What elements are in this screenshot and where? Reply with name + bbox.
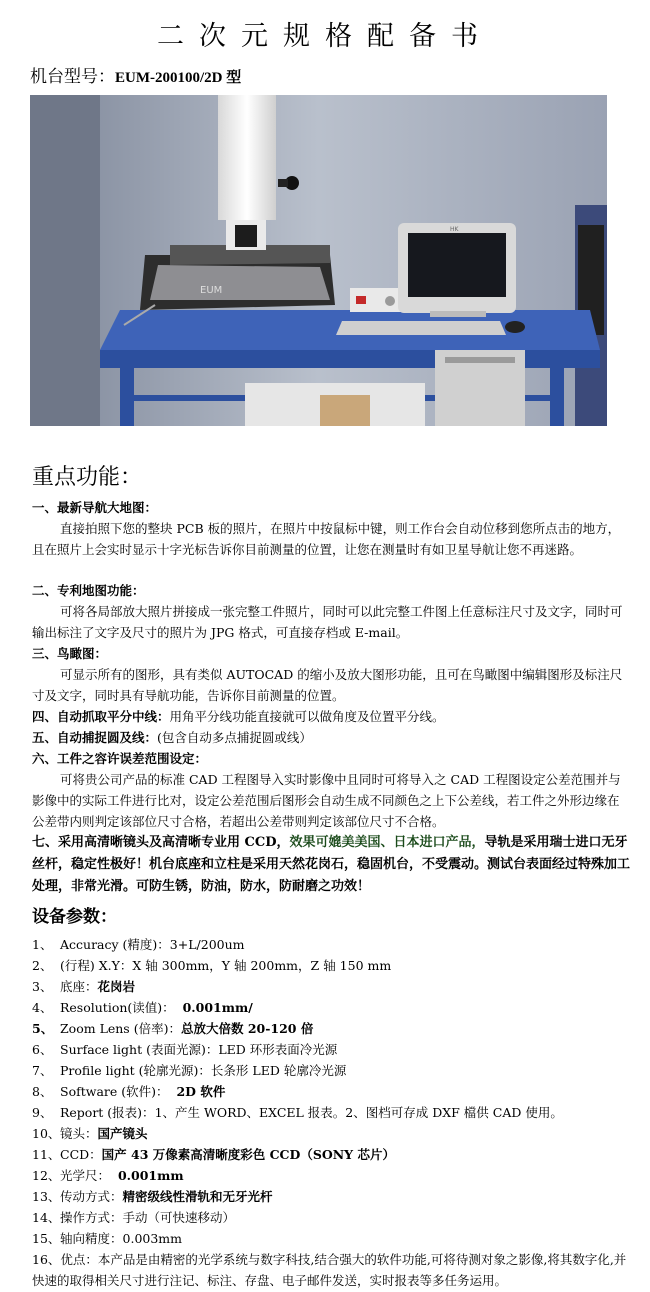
param-row: 5、 Zoom Lens (倍率)：总放大倍数 20-120 倍 (32, 1021, 314, 1036)
param-row: 13、传动方式：精密级线性滑轨和无牙光杆 (32, 1189, 273, 1204)
feature-3-body: 可显示所有的图形，具有类似 AUTOCAD 的缩小及放大图形功能，且可在鸟瞰图中编辑图形及标注尺寸及文字，同时具有导航功能，告诉你目前测量的位置。 (32, 667, 623, 703)
feature-2 (32, 580, 630, 643)
features-heading: 重点功能： (32, 465, 143, 490)
feature-6 (32, 748, 630, 832)
feature-5 (32, 727, 630, 748)
feature-5-head: 五、自动捕捉圆及线： (32, 730, 158, 745)
param-row: 14、操作方式：手动（可快速移动） (32, 1210, 236, 1225)
param-row: 3、 底座：花岗岩 (32, 979, 136, 994)
page-title: 二次元规格配备书 (157, 21, 493, 52)
param-row: 8、 Software (软件)： 2D 软件 (32, 1084, 226, 1099)
feature-3-head: 三、鸟瞰图： (32, 646, 108, 661)
feature-6-head: 六、工件之容许误差范围设定： (32, 751, 208, 766)
model-label: 机台型号： (30, 67, 115, 87)
feature-4-head: 四、自动抓取平分中线： (32, 709, 170, 724)
stage-label: EUM (200, 285, 223, 296)
feature-7 (32, 832, 630, 898)
feature-2-head: 二、专利地图功能： (32, 583, 145, 598)
feature-4 (32, 706, 630, 727)
param-row: 2、 (行程) X.Y：X 轴 300mm，Y 轴 200mm，Z 轴 150 mm (32, 958, 392, 973)
feature-1-head: 一、最新导航大地图： (32, 500, 158, 515)
param-row: 12、光学尺： 0.001mm (32, 1168, 184, 1183)
feature-4-text: 用角平分线功能直接就可以做角度及位置平分线。 (169, 709, 445, 724)
param-16: 16、优点：本产品是由精密的光学系统与数字科技,结合强大的软件功能,可将待测对象之影像,将其数字化,并快速的取得相关尺寸进行注记、标注、存盘、电子邮件发送，实时报表等多任务运用。 (32, 1252, 627, 1288)
feature-3 (32, 643, 630, 706)
feature-7-part2: 效果可媲美美国、日本进口产品， (289, 835, 485, 850)
model-value: EUM-200100/2D 型 (115, 70, 242, 86)
param-row: 11、CCD：国产 43 万像素高清晰度彩色 CCD（SONY 芯片） (32, 1147, 395, 1162)
model-line (30, 62, 241, 87)
feature-7-part3: 导轨是采用瑞士进口无牙丝杆，稳定性极好！机台底座和立柱是采用天然花岗石，稳固机台，不受震动。测试台表面经过特殊加工处理，非常光滑。可防生锈，防油，防水，防耐磨之功效！ (32, 835, 631, 894)
feature-5-text: (包含自动多点捕捉圆或线） (157, 730, 312, 745)
param-row: 4、 Resolution(读值)： 0.001mm/ (32, 1000, 253, 1015)
param-row: 10、镜头：国产镜头 (32, 1126, 148, 1141)
params-heading: 设备参数： (32, 907, 117, 927)
param-row: 6、 Surface light (表面光源)：LED 环形表面冷光源 (32, 1042, 338, 1057)
feature-7-part1: 七、采用高清晰镜头及高清晰专业用 CCD， (32, 835, 290, 850)
product-photo (30, 95, 607, 426)
params-list (32, 934, 632, 1291)
monitor-brand: HK (450, 226, 459, 233)
param-row: 7、 Profile light (轮廓光源)：长条形 LED 轮廓冷光源 (32, 1063, 347, 1078)
param-row: 1、 Accuracy (精度)：3+L/200um (32, 937, 245, 952)
measuring-machine-illustration (30, 95, 607, 426)
feature-2-body: 可将各局部放大照片拼接成一张完整工件照片，同时可以此完整工件图上任意标注尺寸及文字，同时可输出标注了文字及尺寸的照片为 JPG 格式，可直接存档或 E-mail。 (32, 604, 623, 640)
feature-1-body: 直接拍照下您的整块 PCB 板的照片，在照片中按鼠标中键，则工作台会自动位移到您所点击的地方，且在照片上会实时显示十字光标告诉你目前测量的位置，让您在测量时有如卫星导航让您不再迷路。 (32, 521, 621, 557)
param-row: 15、轴向精度：0.003mm (32, 1231, 183, 1246)
feature-6-body: 可将贵公司产品的标准 CAD 工程图导入实时影像中且同时可将导入之 CAD 工程图设定公差范围并与影像中的实际工件进行比对，设定公差范围后图形会自动生成不同颜色之上下公差线，若工件之外形边缘在公差带内则判定该部位尺寸合格，若超出公差带则判定该部位尺寸不合格。 (32, 772, 621, 829)
param-row: 9、 Report (报表)：1、产生 WORD、EXCEL 报表。2、图档可存成 DXF 檔供 CAD 使用。 (32, 1105, 563, 1120)
feature-1 (32, 497, 630, 560)
